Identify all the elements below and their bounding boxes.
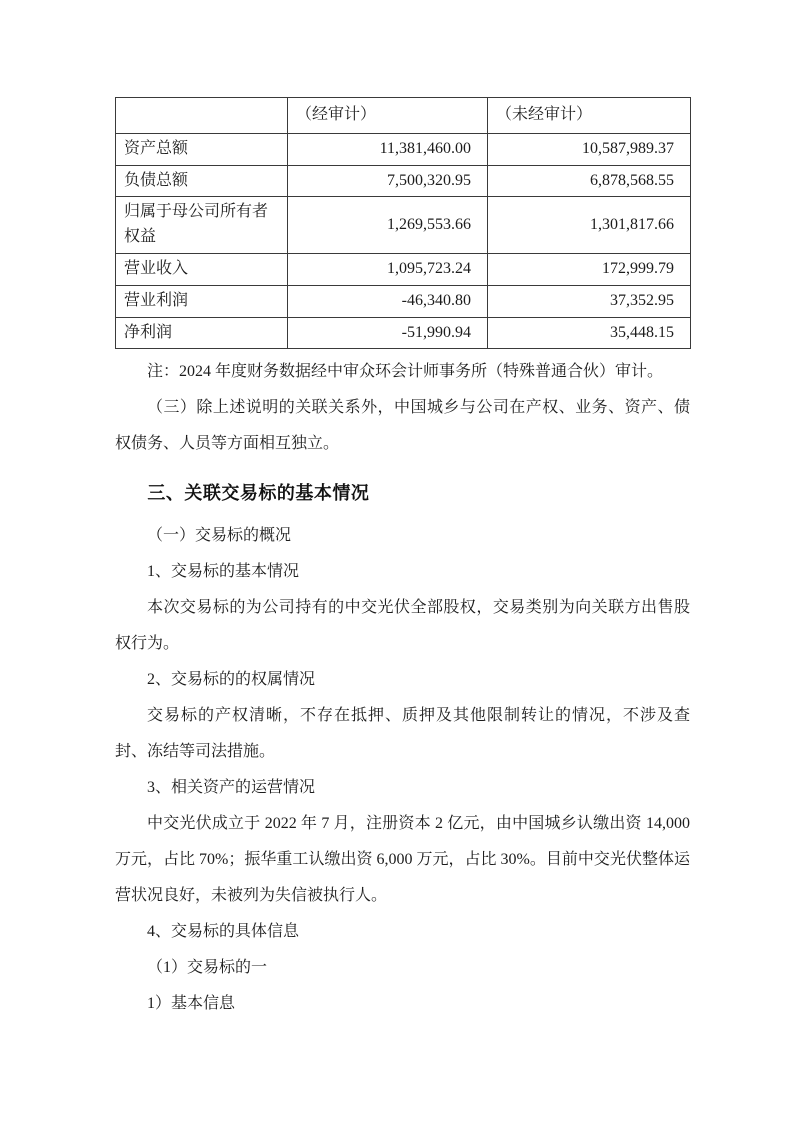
table-row-parent-equity [116, 197, 691, 254]
audit-note: 注：2024 年度财务数据经中审众环会计师事务所（特殊普通合伙）审计。 [147, 363, 664, 381]
paragraph-independence: （三）除上述说明的关联关系外，中国城乡与公司在产权、业务、资产、债权债务、人员等方面相互独立。 [115, 399, 690, 453]
cell-audited: 1,269,553.66 [288, 197, 488, 254]
cell-audited: 1,095,723.24 [288, 253, 488, 285]
table-header-empty [116, 98, 288, 134]
cell-unaudited: 37,352.95 [488, 285, 691, 317]
table-header-audited: （经审计） [288, 98, 488, 134]
table-row-net-profit [116, 317, 691, 349]
cell-unaudited: 172,999.79 [488, 253, 691, 285]
item1-text: 本次交易标的为公司持有的中交光伏全部股权，交易类别为向关联方出售股权行为。 [115, 599, 690, 653]
subsection-overview-heading: （一）交易标的概况 [147, 527, 292, 545]
row-label: 净利润 [116, 317, 288, 349]
row-label: 归属于母公司所有者权益 [116, 197, 288, 254]
row-label: 营业收入 [116, 253, 288, 285]
target1-sub-heading: 1）基本信息 [147, 995, 236, 1013]
item2-text: 交易标的产权清晰，不存在抵押、质押及其他限制转让的情况，不涉及查封、冻结等司法措施。 [115, 707, 690, 761]
cell-audited: -51,990.94 [288, 317, 488, 349]
cell-unaudited: 1,301,817.66 [488, 197, 691, 254]
table-row-total-assets [116, 133, 691, 165]
item1-heading: 1、交易标的基本情况 [147, 563, 300, 581]
cell-unaudited: 6,878,568.55 [488, 165, 691, 197]
table-header-row [116, 98, 691, 134]
item3-text: 中交光伏成立于 2022 年 7 月，注册资本 2 亿元，由中国城乡认缴出资 14,000 万元，占比 70%；振华重工认缴出资 6,000 万元，占比 30%。目前中交光伏整体运营状况良好，未被列为失信被执行人。 [115, 815, 690, 905]
target1-heading: （1）交易标的一 [147, 959, 268, 977]
item4-heading: 4、交易标的具体信息 [147, 923, 300, 941]
financial-summary-table [115, 97, 691, 349]
row-label: 负债总额 [116, 165, 288, 197]
table-header-unaudited: （未经审计） [488, 98, 691, 134]
row-label: 资产总额 [116, 133, 288, 165]
item3-heading: 3、相关资产的运营情况 [147, 779, 316, 797]
item2-heading: 2、交易标的的权属情况 [147, 671, 316, 689]
table-row-operating-revenue [116, 253, 691, 285]
cell-unaudited: 35,448.15 [488, 317, 691, 349]
cell-unaudited: 10,587,989.37 [488, 133, 691, 165]
section-heading-three: 三、关联交易标的基本情况 [147, 483, 370, 504]
cell-audited: -46,340.80 [288, 285, 488, 317]
table-row-total-liabilities [116, 165, 691, 197]
row-label: 营业利润 [116, 285, 288, 317]
cell-audited: 7,500,320.95 [288, 165, 488, 197]
cell-audited: 11,381,460.00 [288, 133, 488, 165]
table-row-operating-profit [116, 285, 691, 317]
